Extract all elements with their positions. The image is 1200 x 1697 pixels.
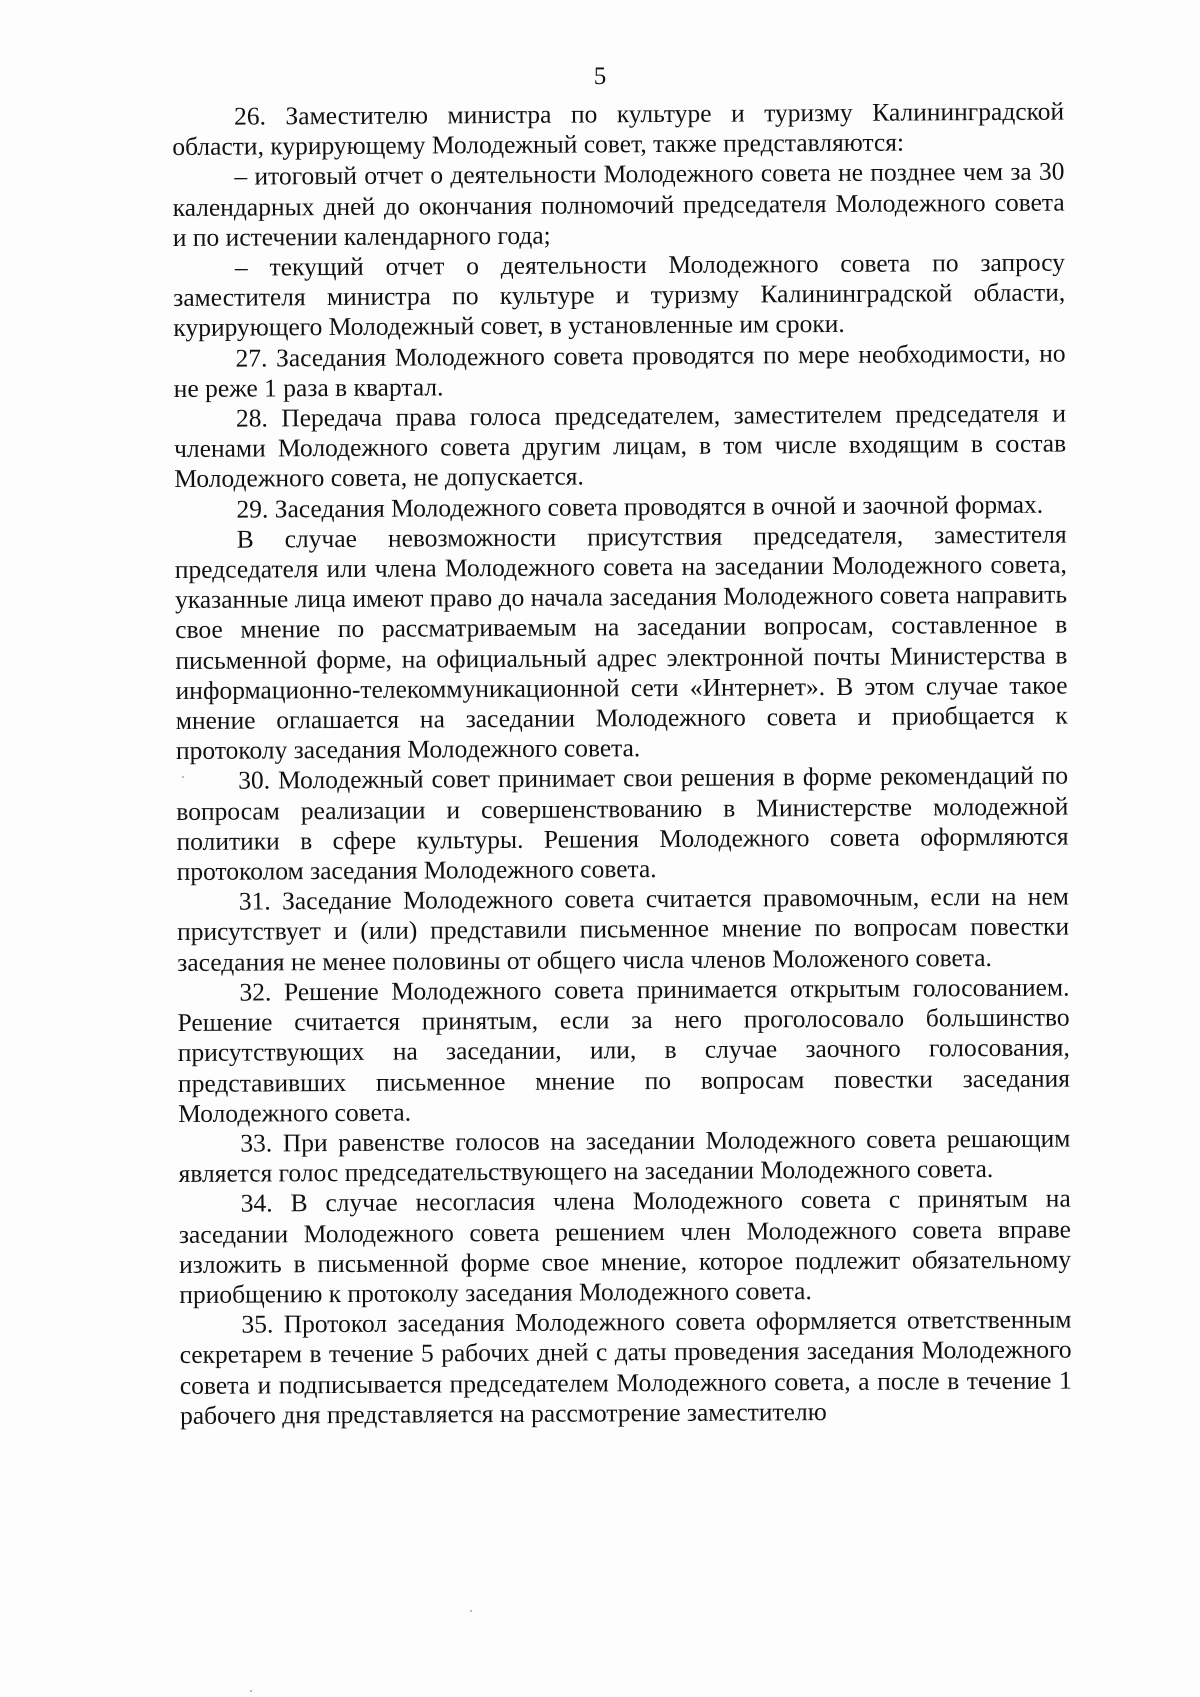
scan-speck xyxy=(470,1610,472,1612)
scan-speck xyxy=(182,776,184,778)
paragraph-31: 31. Заседание Молодежного совета считается правомочным, если на нем присутствует и (или) представили письменное мнение по вопросам повестки заседания не менее половины от общего числа членов Моложеного совета. xyxy=(176,881,1070,977)
page-number: 5 xyxy=(593,63,607,90)
paragraph-27: 27. Заседания Молодежного совета проводятся по мере необходимости, но не реже 1 раза в квартал. xyxy=(173,338,1066,403)
list-item-final-report: – итоговый отчет о деятельности Молодежного совета не позднее чем за 30 календарных дней до окончания полномочий председателя Молодежного совета и по истечении календарного года; xyxy=(172,156,1065,252)
paragraph-35: 35. Протокол заседания Молодежного совета оформляется ответственным секретарем в течение 5 рабочих дней с даты проведения заседания Молодежного совета и подписывается председателем Молодежного совета, а после в течение 1 рабочего дня представляется на рассмотрение заместителю xyxy=(179,1304,1072,1430)
paragraph-26: 26. Заместителю министра по культуре и туризму Калининградской области, курирующему Молодежный совет, также представляются: xyxy=(172,96,1065,162)
paragraph-33: 33. При равенстве голосов на заседании Молодежного совета решающим является голос председательствующего на заседании Молодежного совета. xyxy=(178,1123,1071,1189)
paragraph-29: 29. Заседания Молодежного совета проводятся в очной и заочной формах. xyxy=(236,489,1044,524)
paragraph-32: 32. Решение Молодежного совета принимается открытым голосованием. Решение считается принятым, если за него проголосовало большинство присутствующих на заседании, или, в случае заочного голосования, представивших письменное мнение по вопросам повестки заседания Молодежного совета. xyxy=(177,972,1071,1128)
list-item-current-report: – текущий отчет о деятельности Молодежного совета по запросу заместителя министра по культуре и туризму Калининградской области, курирующего Молодежный совет, в установленные им сроки. xyxy=(173,247,1066,343)
paragraph-30: 30. Молодежный совет принимает свои решения в форме рекомендаций по вопросам реализации и совершенствованию в Министерстве молодежной политики в сфере культуры. Решения Молодежного совета оформляются протоколом заседания Молодежного совета. xyxy=(176,761,1069,887)
scan-speck xyxy=(250,1690,252,1692)
paragraph-28: 28. Передача права голоса председателем, заместителем председателя и членами Молодежного совета другим лицам, в том числе входящим в состав Молодежного совета, не допускается. xyxy=(174,398,1067,494)
paragraph-34: 34. В случае несогласия члена Молодежного совета с принятым на заседании Молодежного совета решением член Молодежного совета вправе изложить в письменной форме свое мнение, которое подлежит обязательному приобщению к протоколу заседания Молодежного совета. xyxy=(178,1183,1072,1309)
document-body xyxy=(172,97,1072,1431)
paragraph-29-continuation: В случае невозможности присутствия председателя, заместителя председателя или члена Молодежного совета на заседании Молодежного совета, указанные лица имеют право до начала заседания Молодежного совета направить свое мнение по рассматриваемым на заседании вопросам, составленное в письменной форме, на официальный адрес электронной почты Министерства в информационно-телекоммуникационной сети «Интернет». В этом случае такое мнение оглашается на заседании Молодежного совета и приобщается к протоколу заседания Молодежного совета. xyxy=(174,519,1068,766)
